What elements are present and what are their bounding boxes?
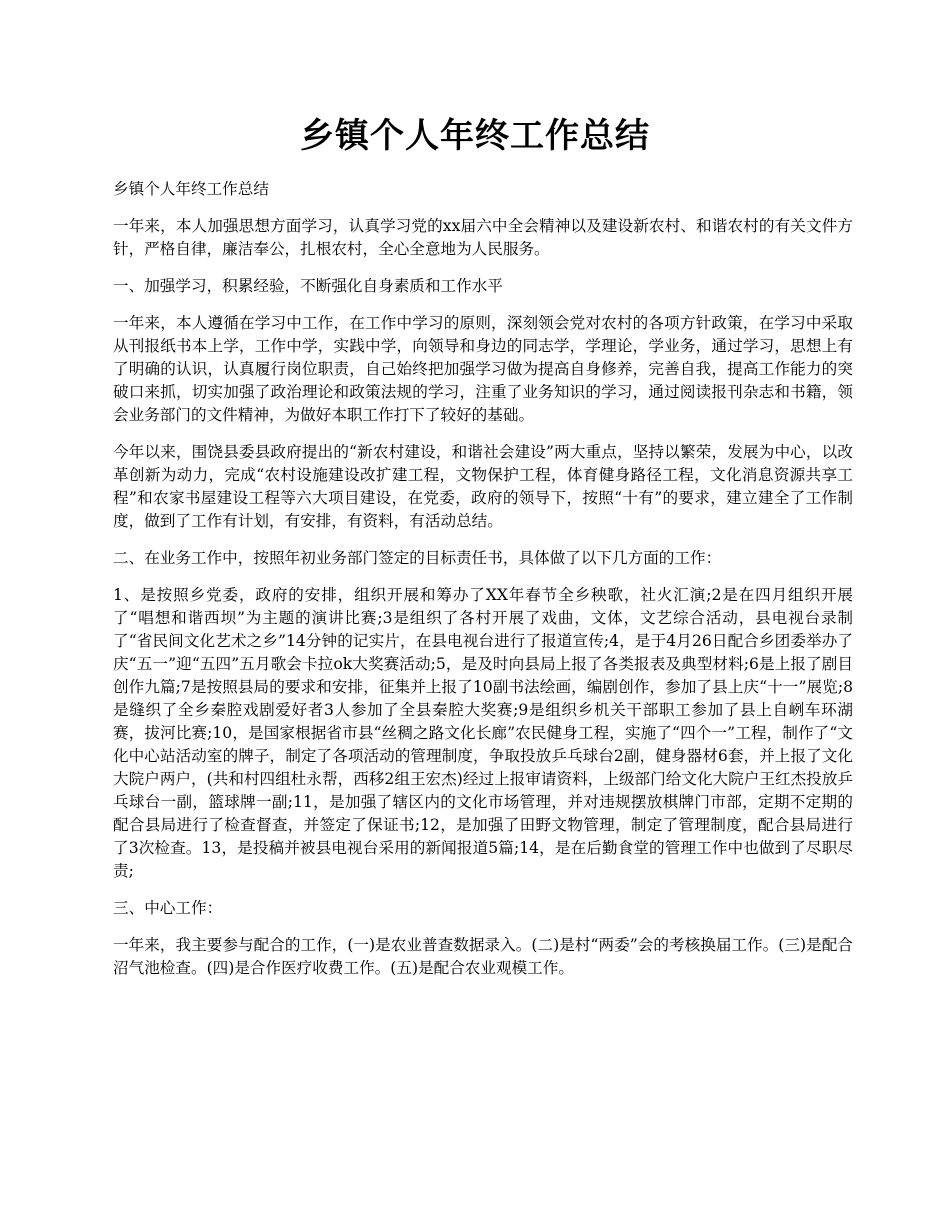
paragraph: 一年来，我主要参与配合的工作，(一)是农业普查数据录入。(二)是村“两委”会的考核换届工作。(三)是配合沼气池检查。(四)是合作医疗收费工作。(五)是配合农业观模工作。 [113,936,853,977]
section-heading: 二、在业务工作中，按照年初业务部门签定的目标责任书，具体做了以下几方面的工作： [113,549,722,567]
section-heading: 三、中心工作： [113,899,223,917]
paragraph: 一年来，本人遵循在学习中工作，在工作中学习的原则，深刻领会党对农村的各项方针政策，在学习中采取从刊报纸书本上学，工作中学，实践中学，向领导和身边的同志学，学理论，学业务，通过学习，思想上有了明确的认识，认真履行岗位职责，自己始终把加强学习做为提高自身修养，完善自我，提高工作能力的突破口来抓，切实加强了政治理论和政策法规的学习，注重了业务知识的学习，通过阅读报刊杂志和书籍，领会业务部门的文件精神，为做好本职工作打下了较好的基础。 [113,314,853,424]
document-title: 乡镇个人年终工作总结 [300,116,650,156]
paragraph: 1、是按照乡党委，政府的安排，组织开展和筹办了XX年春节全乡秧歌，社火汇演;2是在四月组织开展了“唱想和谐西坝”为主题的演讲比赛;3是组织了各村开展了戏曲，文体，文艺综合活动，县电视台录制了“省民间文化艺术之乡”14分钟的记实片，在县电视台进行了报道宣传;4，是于4月26日配合乡团委举办了庆“五一”迎“五四”五月歌会卡拉ok大奖赛活动;5，是及时向县局上报了各类报表及典型材料;6是上报了剧目创作九篇;7是按照县局的要求和安排，征集并上报了10副书法绘画，编剧创作，参加了县上庆“十一”展览;8是缝织了全乡秦腔戏剧爱好者3人参加了全县秦腔大奖赛;9是组织乡机关干部职工参加了县上自峢车环湖赛，拔河比赛;10，是国家根据省市县“丝稠之路文化长廊”农民健身工程，实施了“四个一”工程，制作了“文化中心站活动室的牌子，制定了各项活动的管理制度，争取投放乒乓球台2副，健身器材6套，并上报了文化大院户两户，(共和村四组杜永帮，西移2组王宏杰)经过上报审请资料，上级部门给文化大院户王红杰投放乒乓球台一副，篮球牌一副;11，是加强了辖区内的文化市场管理，并对违规摆放棋牌门市部，定期不定期的配合县局进行了检查督查，并签定了保证书;12，是加强了田野文物管理，制定了管理制度，配合县局进行了3次检查。13，是投稿并被县电视台采用的新闻报道5篇;14，是在后勤食堂的管理工作中也做到了尽职尽责; [113,586,853,880]
document-body [113,178,853,994]
section-heading: 一、加强学习，积累经验，不断强化自身素质和工作水平 [113,277,503,295]
document-subtitle: 乡镇个人年终工作总结 [113,180,269,198]
paragraph: 今年以来，围饶县委县政府提出的“新农村建设，和谐社会建设”两大重点，坚持以繁荣，发展为中心，以改革创新为动力，完成“农村设施建设改扩建工程，文物保护工程，体育健身路径工程，文化消息资源共享工程”和农家书屋建设工程等六大项目建设，在党委，政府的领导下，按照“十有”的要求，建立建全了工作制度，做到了工作有计划，有安排，有资料，有活动总结。 [113,443,853,530]
paragraph: 一年来，本人加强思想方面学习，认真学习党的xx届六中全会精神以及建设新农村、和谐农村的有关文件方针，严格自律，廉洁奉公，扎根农村，全心全意地为人民服务。 [113,217,853,258]
